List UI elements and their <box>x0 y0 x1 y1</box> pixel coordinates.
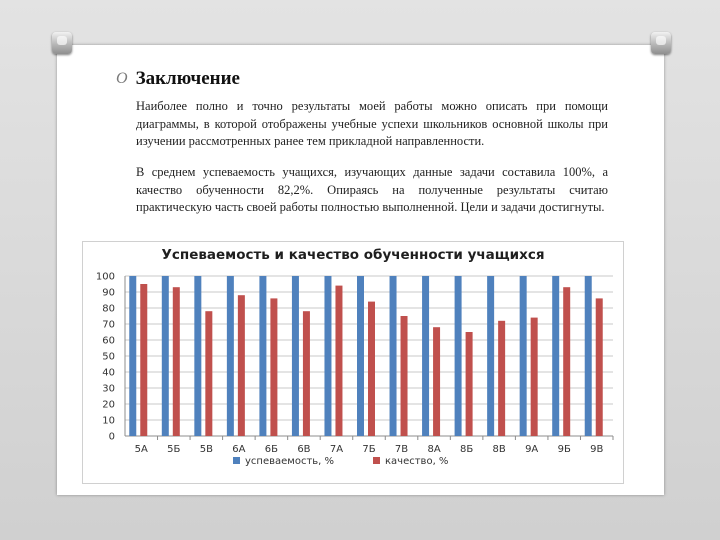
bar-kachestvo <box>401 316 408 436</box>
x-tick-label: 7В <box>394 444 409 455</box>
x-tick-label: 8А <box>427 444 441 455</box>
bar-kachestvo <box>238 295 245 436</box>
x-tick-label: 9Б <box>557 444 571 455</box>
bar-uspevaemost <box>259 276 266 436</box>
bar-uspevaemost <box>324 276 331 436</box>
bar-kachestvo <box>466 332 473 436</box>
legend-swatch <box>373 457 380 464</box>
chart-svg <box>83 242 623 483</box>
bar-kachestvo <box>140 284 147 436</box>
x-tick-label: 5В <box>199 444 213 455</box>
bar-kachestvo <box>563 287 570 436</box>
bar-uspevaemost <box>357 276 364 436</box>
y-tick-label: 20 <box>102 399 115 411</box>
x-tick-label: 7А <box>329 444 344 455</box>
bar-kachestvo <box>531 318 538 436</box>
title-row <box>116 68 240 90</box>
bar-kachestvo <box>596 298 603 436</box>
x-tick-label: 5Б <box>167 444 181 455</box>
x-tick-label: 9В <box>590 444 604 455</box>
y-tick-label: 90 <box>102 287 115 299</box>
y-tick-label: 100 <box>95 271 115 283</box>
y-tick-label: 60 <box>102 335 115 347</box>
y-tick-label: 10 <box>102 415 115 427</box>
x-tick-label: 8Б <box>459 444 474 455</box>
bar-uspevaemost <box>487 276 494 436</box>
bar-uspevaemost <box>227 276 234 436</box>
chart <box>82 241 624 484</box>
legend-label: успеваемость, % <box>245 456 335 467</box>
bullet-o-icon: O <box>116 70 128 87</box>
y-tick-label: 40 <box>102 367 115 379</box>
bar-uspevaemost <box>129 276 136 436</box>
slide-title: Заключение <box>135 68 240 89</box>
x-tick-label: 6А <box>232 444 246 455</box>
x-tick-label: 9А <box>525 444 539 455</box>
bar-uspevaemost <box>552 276 559 436</box>
y-tick-label: 30 <box>102 383 115 395</box>
bar-uspevaemost <box>422 276 429 436</box>
bar-kachestvo <box>303 311 310 436</box>
bar-uspevaemost <box>455 276 462 436</box>
x-tick-label: 8В <box>492 444 506 455</box>
x-tick-label: 6Б <box>264 444 279 455</box>
bar-uspevaemost <box>194 276 201 436</box>
y-tick-label: 50 <box>102 351 115 363</box>
pin-left-icon <box>52 32 72 54</box>
bar-kachestvo <box>433 327 440 436</box>
paragraph-1: Наиболее полно и точно результаты моей работы можно описать при помощи диаграммы, в которой отображены учебные успехи школьников основной школы при изучении рассмотренных ранее тем прикладной направленности. <box>136 99 608 148</box>
bar-uspevaemost <box>390 276 397 436</box>
x-tick-label: 5А <box>134 444 148 455</box>
bar-kachestvo <box>205 311 212 436</box>
legend-label: качество, % <box>385 456 449 467</box>
x-tick-label: 7Б <box>362 444 376 455</box>
bar-kachestvo <box>335 286 342 436</box>
y-tick-label: 80 <box>102 303 115 315</box>
chart-title: Успеваемость и качество обученности учащихся <box>161 247 545 263</box>
bar-kachestvo <box>498 321 505 436</box>
paragraph-2: В среднем успеваемость учащихся, изучающих данные задачи составила 100%, а качество обученности 82,2%. Опираясь на полученные результаты считаю практическую часть своей работы полностью выполненной. Цели и задачи достигнуты. <box>136 165 608 214</box>
bar-uspevaemost <box>585 276 592 436</box>
y-tick-label: 0 <box>108 431 115 443</box>
bar-uspevaemost <box>162 276 169 436</box>
y-tick-label: 70 <box>102 319 115 331</box>
bar-kachestvo <box>270 298 277 436</box>
legend-swatch <box>233 457 240 464</box>
bar-uspevaemost <box>520 276 527 436</box>
bar-uspevaemost <box>292 276 299 436</box>
bar-kachestvo <box>173 287 180 436</box>
bar-kachestvo <box>368 302 375 436</box>
pin-right-icon <box>651 32 671 54</box>
x-tick-label: 6В <box>297 444 311 455</box>
